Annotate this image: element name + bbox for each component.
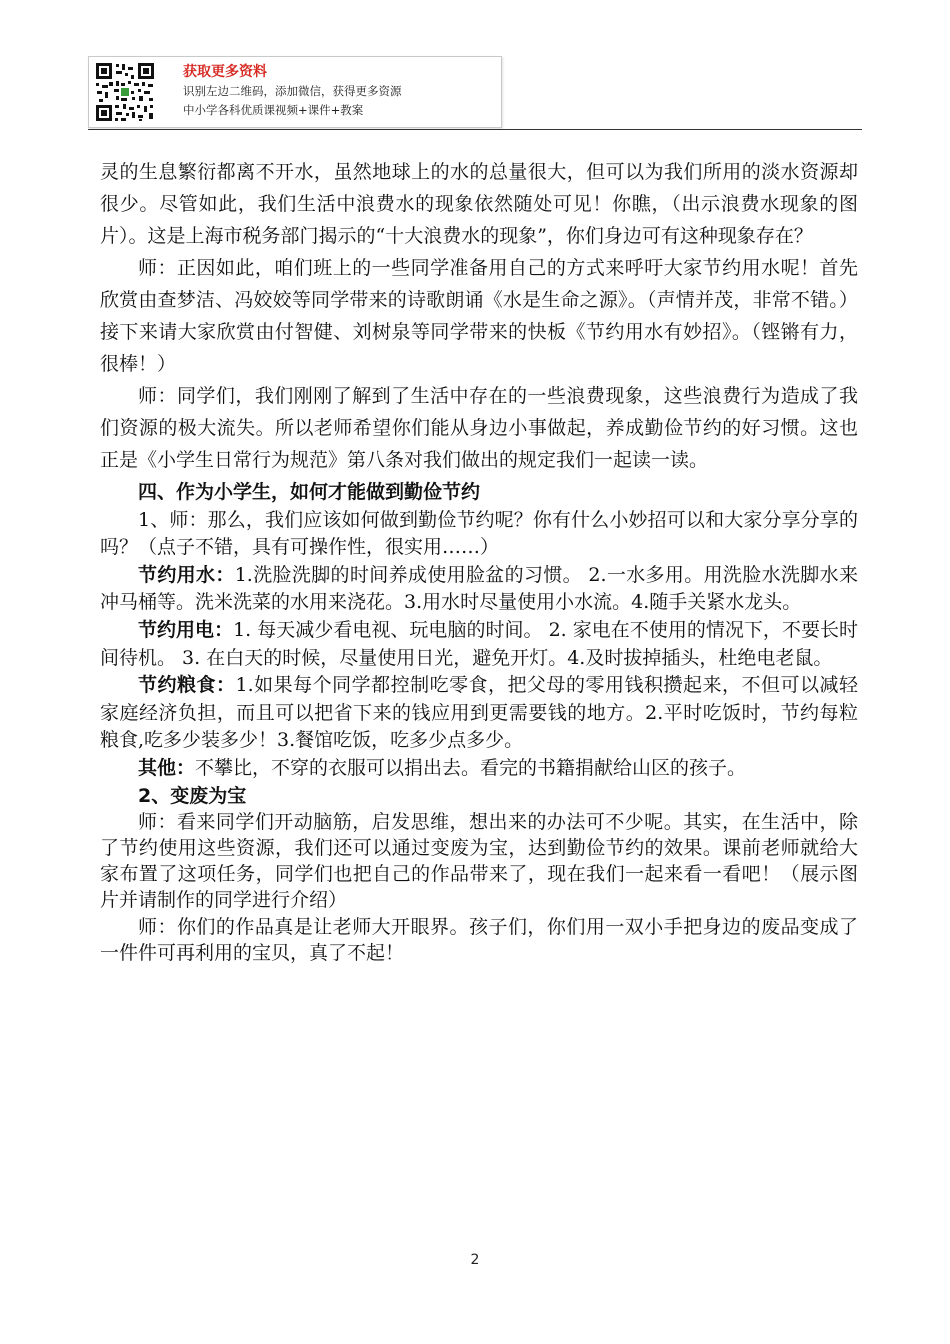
tip-text-power: 1. 每天减少看电视、玩电脑的时间。 2. 家电在不使用的情况下，不要长时间待机。 3. 在白天的时候，尽量使用日光，避免开灯。4.及时拔掉插头，杜绝电老鼠。 — [100, 618, 858, 669]
banner-line-resources: 中小学各科优质课视频+课件+教案 — [183, 103, 364, 117]
section-water-intro — [100, 156, 858, 476]
paragraph-performances: 师：正因如此，咱们班上的一些同学准备用自己的方式来呼吁大家节约用水呢！首先欣赏由查梦洁、冯姣姣等同学带来的诗歌朗诵《水是生命之源》。（声情并茂，非常不错。）接下来请大家欣赏由付智健、刘树泉等同学带来的快板《节约用水有妙招》。（铿锵有力，很棒！） — [100, 257, 858, 375]
tip-text-food: 1.如果每个同学都控制吃零食，把父母的零用钱积攒起来，不但可以减轻家庭经济负担，而且可以把省下来的钱应用到更需要钱的地方。2.平时吃饭时，节约每粒粮食,吃多少装多少！3.餐馆吃饭，吃多少点多少。 — [100, 674, 858, 752]
section-heading-four: 四、作为小学生，如何才能做到勤俭节约 — [138, 481, 481, 503]
banner-line-wechat: 识别左边二维码，添加微信，获得更多资源 — [183, 84, 402, 98]
section-recycling — [100, 783, 858, 966]
tip-label-power: 节约用电： — [138, 618, 234, 641]
banner-text — [183, 62, 402, 120]
tip-save-food — [100, 672, 858, 755]
tip-text-other: 不攀比，不穿的衣服可以捐出去。看完的书籍捐献给山区的孩子。 — [195, 756, 747, 779]
tip-text-water: 1.洗脸洗脚的时间养成使用脸盆的习惯。 2.一水多用。用洗脸水洗脚水来冲马桶等。洗米洗菜的水用来浇花。3.用水时尽量使用小水流。4.随手关紧水龙头。 — [100, 563, 858, 614]
paragraph-water-waste: 灵的生息繁衍都离不开水，虽然地球上的水的总量很大，但可以为我们所用的淡水资源却很少。尽管如此，我们生活中浪费水的现象依然随处可见！你瞧，（出示浪费水现象的图片）。这是上海市税务部门揭示的“十大浪费水的现象”，你们身边可有这种现象存在？ — [100, 161, 858, 247]
tip-save-water — [100, 562, 858, 617]
tip-label-other: 其他： — [138, 756, 196, 779]
tip-other — [100, 755, 858, 783]
header-banner — [88, 56, 502, 128]
document-body — [100, 156, 858, 966]
qr-code-icon[interactable] — [94, 61, 156, 123]
paragraph-recycle-task: 师：看来同学们开动脑筋，启发思维，想出来的办法可不少呢。其实，在生活中，除了节约使用这些资源，我们还可以通过变废为宝，达到勤俭节约的效果。课前老师就给大家布置了这项任务，同学们也把自己的作品带来了，现在我们一起来看一看吧！（展示图片并请制作的同学进行介绍） — [100, 810, 858, 912]
subheading-recycle: 2、变废为宝 — [138, 784, 247, 807]
tip-save-power — [100, 617, 858, 672]
section-how-to-save — [100, 479, 858, 783]
page-number: 2 — [470, 1252, 480, 1268]
paragraph-praise: 师：你们的作品真是让老师大开眼界。孩子们，你们用一双小手把身边的废品变成了一件件可再利用的宝贝，真了不起！ — [100, 915, 858, 964]
banner-title: 获取更多资料 — [183, 64, 267, 80]
tip-label-food: 节约粮食： — [138, 674, 236, 697]
tip-label-water: 节约用水： — [138, 563, 235, 586]
paragraph-habits: 师：同学们，我们刚刚了解到了生活中存在的一些浪费现象，这些浪费行为造成了我们资源的极大流失。所以老师希望你们能从身边小事做起，养成勤俭节约的好习惯。这也正是《小学生日常行为规范》第八条对我们做出的规定我们一起读一读。 — [100, 385, 858, 471]
header-divider — [88, 129, 862, 130]
paragraph-question: 1、师：那么，我们应该如何做到勤俭节约呢？你有什么小妙招可以和大家分享分享的吗？（点子不错，具有可操作性，很实用……） — [100, 508, 858, 559]
